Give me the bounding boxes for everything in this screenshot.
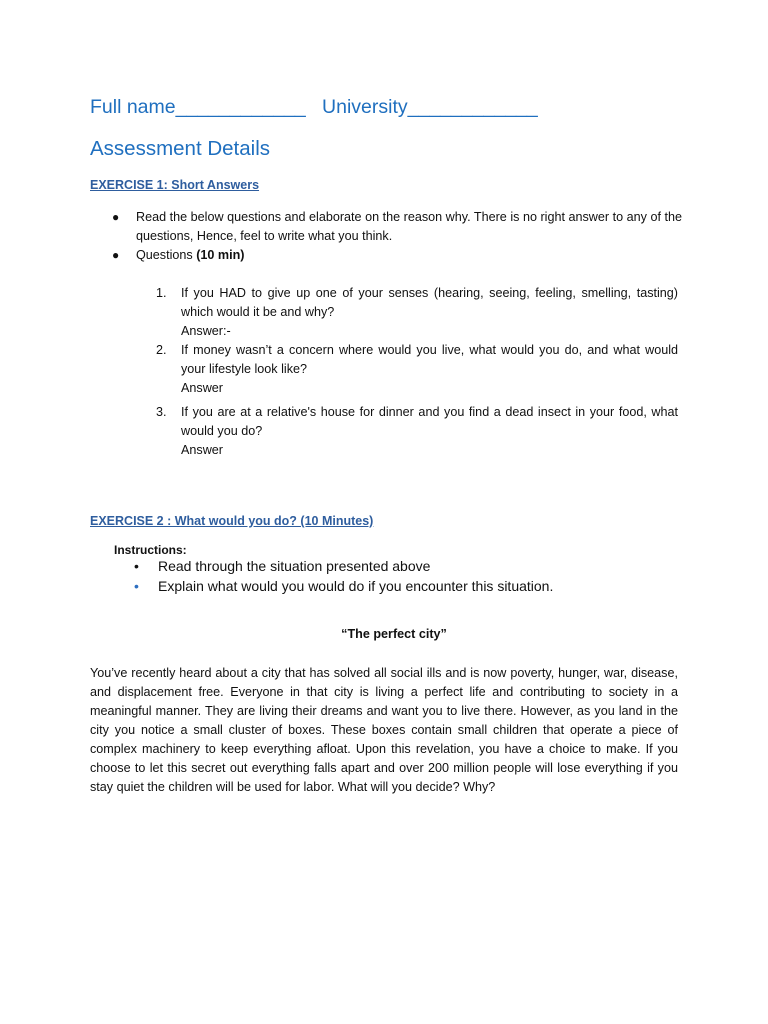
bullet-icon: • <box>134 558 139 574</box>
question-text: If money wasn’t a concern where would you live, what would you do, and what would your lifestyle look like? <box>181 343 678 376</box>
question-number: 3. <box>156 405 167 419</box>
instructions-label: Instructions: <box>114 543 187 557</box>
instruction-text: Explain what would you would do if you encounter this situation. <box>158 578 554 594</box>
answer-label: Answer:- <box>181 324 231 338</box>
question-text: If you HAD to give up one of your senses (hearing, seeing, feeling, smelling, tasting) which would it be and why? <box>181 286 678 319</box>
question-3 <box>156 403 678 460</box>
bullet-icon: • <box>134 578 139 594</box>
page-title: Assessment Details <box>90 137 271 160</box>
question-2 <box>156 341 678 398</box>
story-paragraph: You’ve recently heard about a city that has solved all social ills and is now poverty, hunger, war, disease, and displacement free. Everyone in that city is living a perfect life and contributing to society in a meaningful manner. They are living their dreams and want you to live there. However, as you land in the city you notice a small cluster of boxes. These boxes contain small children that operate a piece of complex machinery to keep everything afloat. Upon this revelation, you have a choice to make. If you choose to let this secret out everything falls apart and over 200 million people will lose everything if you stay quiet the children will be used for labor. What will you decide? Why? <box>90 666 678 794</box>
bullet-icon: ● <box>112 248 120 262</box>
bullet-icon: ● <box>112 210 120 224</box>
question-number: 1. <box>156 286 167 300</box>
exercise1-heading: EXERCISE 1: Short Answers <box>90 178 260 192</box>
instruction-text: Read through the situation presented above <box>158 558 431 574</box>
question-text: If you are at a relative's house for dinner and you find a dead insect in your food, what would you do? <box>181 405 678 438</box>
answer-label: Answer <box>181 381 223 395</box>
exercise1-bullet-2 <box>112 246 682 265</box>
instruction-item-1 <box>134 558 430 574</box>
question-number: 2. <box>156 343 167 357</box>
question-1 <box>156 284 678 341</box>
name-university-line <box>90 96 538 119</box>
questions-label: Questions <box>136 248 193 262</box>
bullet-text <box>136 246 682 265</box>
full-name-field-label: Full name____________ <box>90 96 306 118</box>
instruction-item-2 <box>134 578 553 594</box>
questions-time: (10 min) <box>196 248 245 262</box>
answer-label: Answer <box>181 443 223 457</box>
bullet-text: Read the below questions and elaborate on the reason why. There is no right answer to any of the questions, Hence, feel to write what you think. <box>136 210 682 243</box>
exercise2-heading: EXERCISE 2 : What would you do? (10 Minutes) <box>90 514 374 528</box>
exercise1-bullet-1 <box>112 208 682 246</box>
story-title: “The perfect city” <box>341 627 447 641</box>
university-field-label: University____________ <box>322 96 538 118</box>
